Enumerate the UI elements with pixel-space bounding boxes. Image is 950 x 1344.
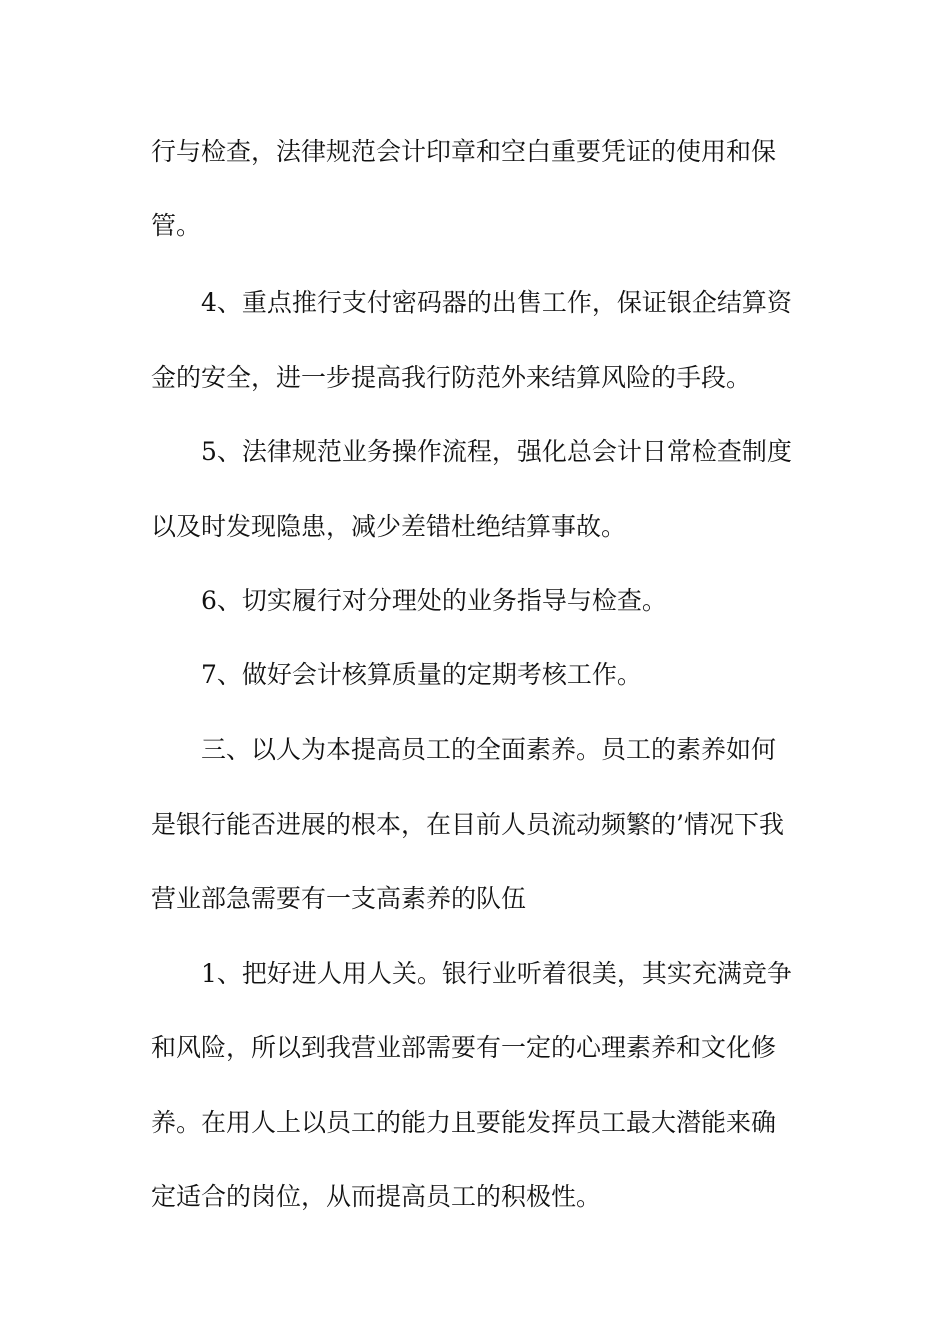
text-line: 是银行能否进展的根本，在目前人员流动频繁的’情况下我	[151, 810, 784, 839]
paragraph-item-7: 7、做好会计核算质量的定期考核工作。	[201, 660, 642, 689]
text-line: 以及时发现隐患，减少差错杜绝结算事故。	[151, 512, 627, 541]
text-line: 营业部急需要有一支高素养的队伍	[151, 884, 527, 913]
text-line: 定适合的岗位，从而提高员工的积极性。	[151, 1182, 602, 1211]
text-line: 管。	[151, 211, 202, 240]
text-line: 行与检查，法律规范会计印章和空白重要凭证的使用和保	[151, 137, 777, 166]
paragraph-item-4: 4、重点推行支付密码器的出售工作，保证银企结算资	[201, 288, 792, 317]
paragraph-item-6: 6、切实履行对分理处的业务指导与检查。	[201, 586, 667, 615]
section-heading-three: 三、以人为本提高员工的全面素养。员工的素养如何	[201, 735, 777, 764]
text-line: 养。在用人上以员工的能力且要能发挥员工最大潜能来确	[151, 1108, 777, 1137]
paragraph-item-5: 5、法律规范业务操作流程，强化总会计日常检查制度	[201, 437, 792, 466]
text-line: 和风险，所以到我营业部需要有一定的心理素养和文化修	[151, 1033, 777, 1062]
paragraph-item-1: 1、把好进人用人关。银行业听着很美，其实充满竞争	[201, 959, 792, 988]
text-line: 金的安全，进一步提高我行防范外来结算风险的手段。	[151, 363, 752, 392]
